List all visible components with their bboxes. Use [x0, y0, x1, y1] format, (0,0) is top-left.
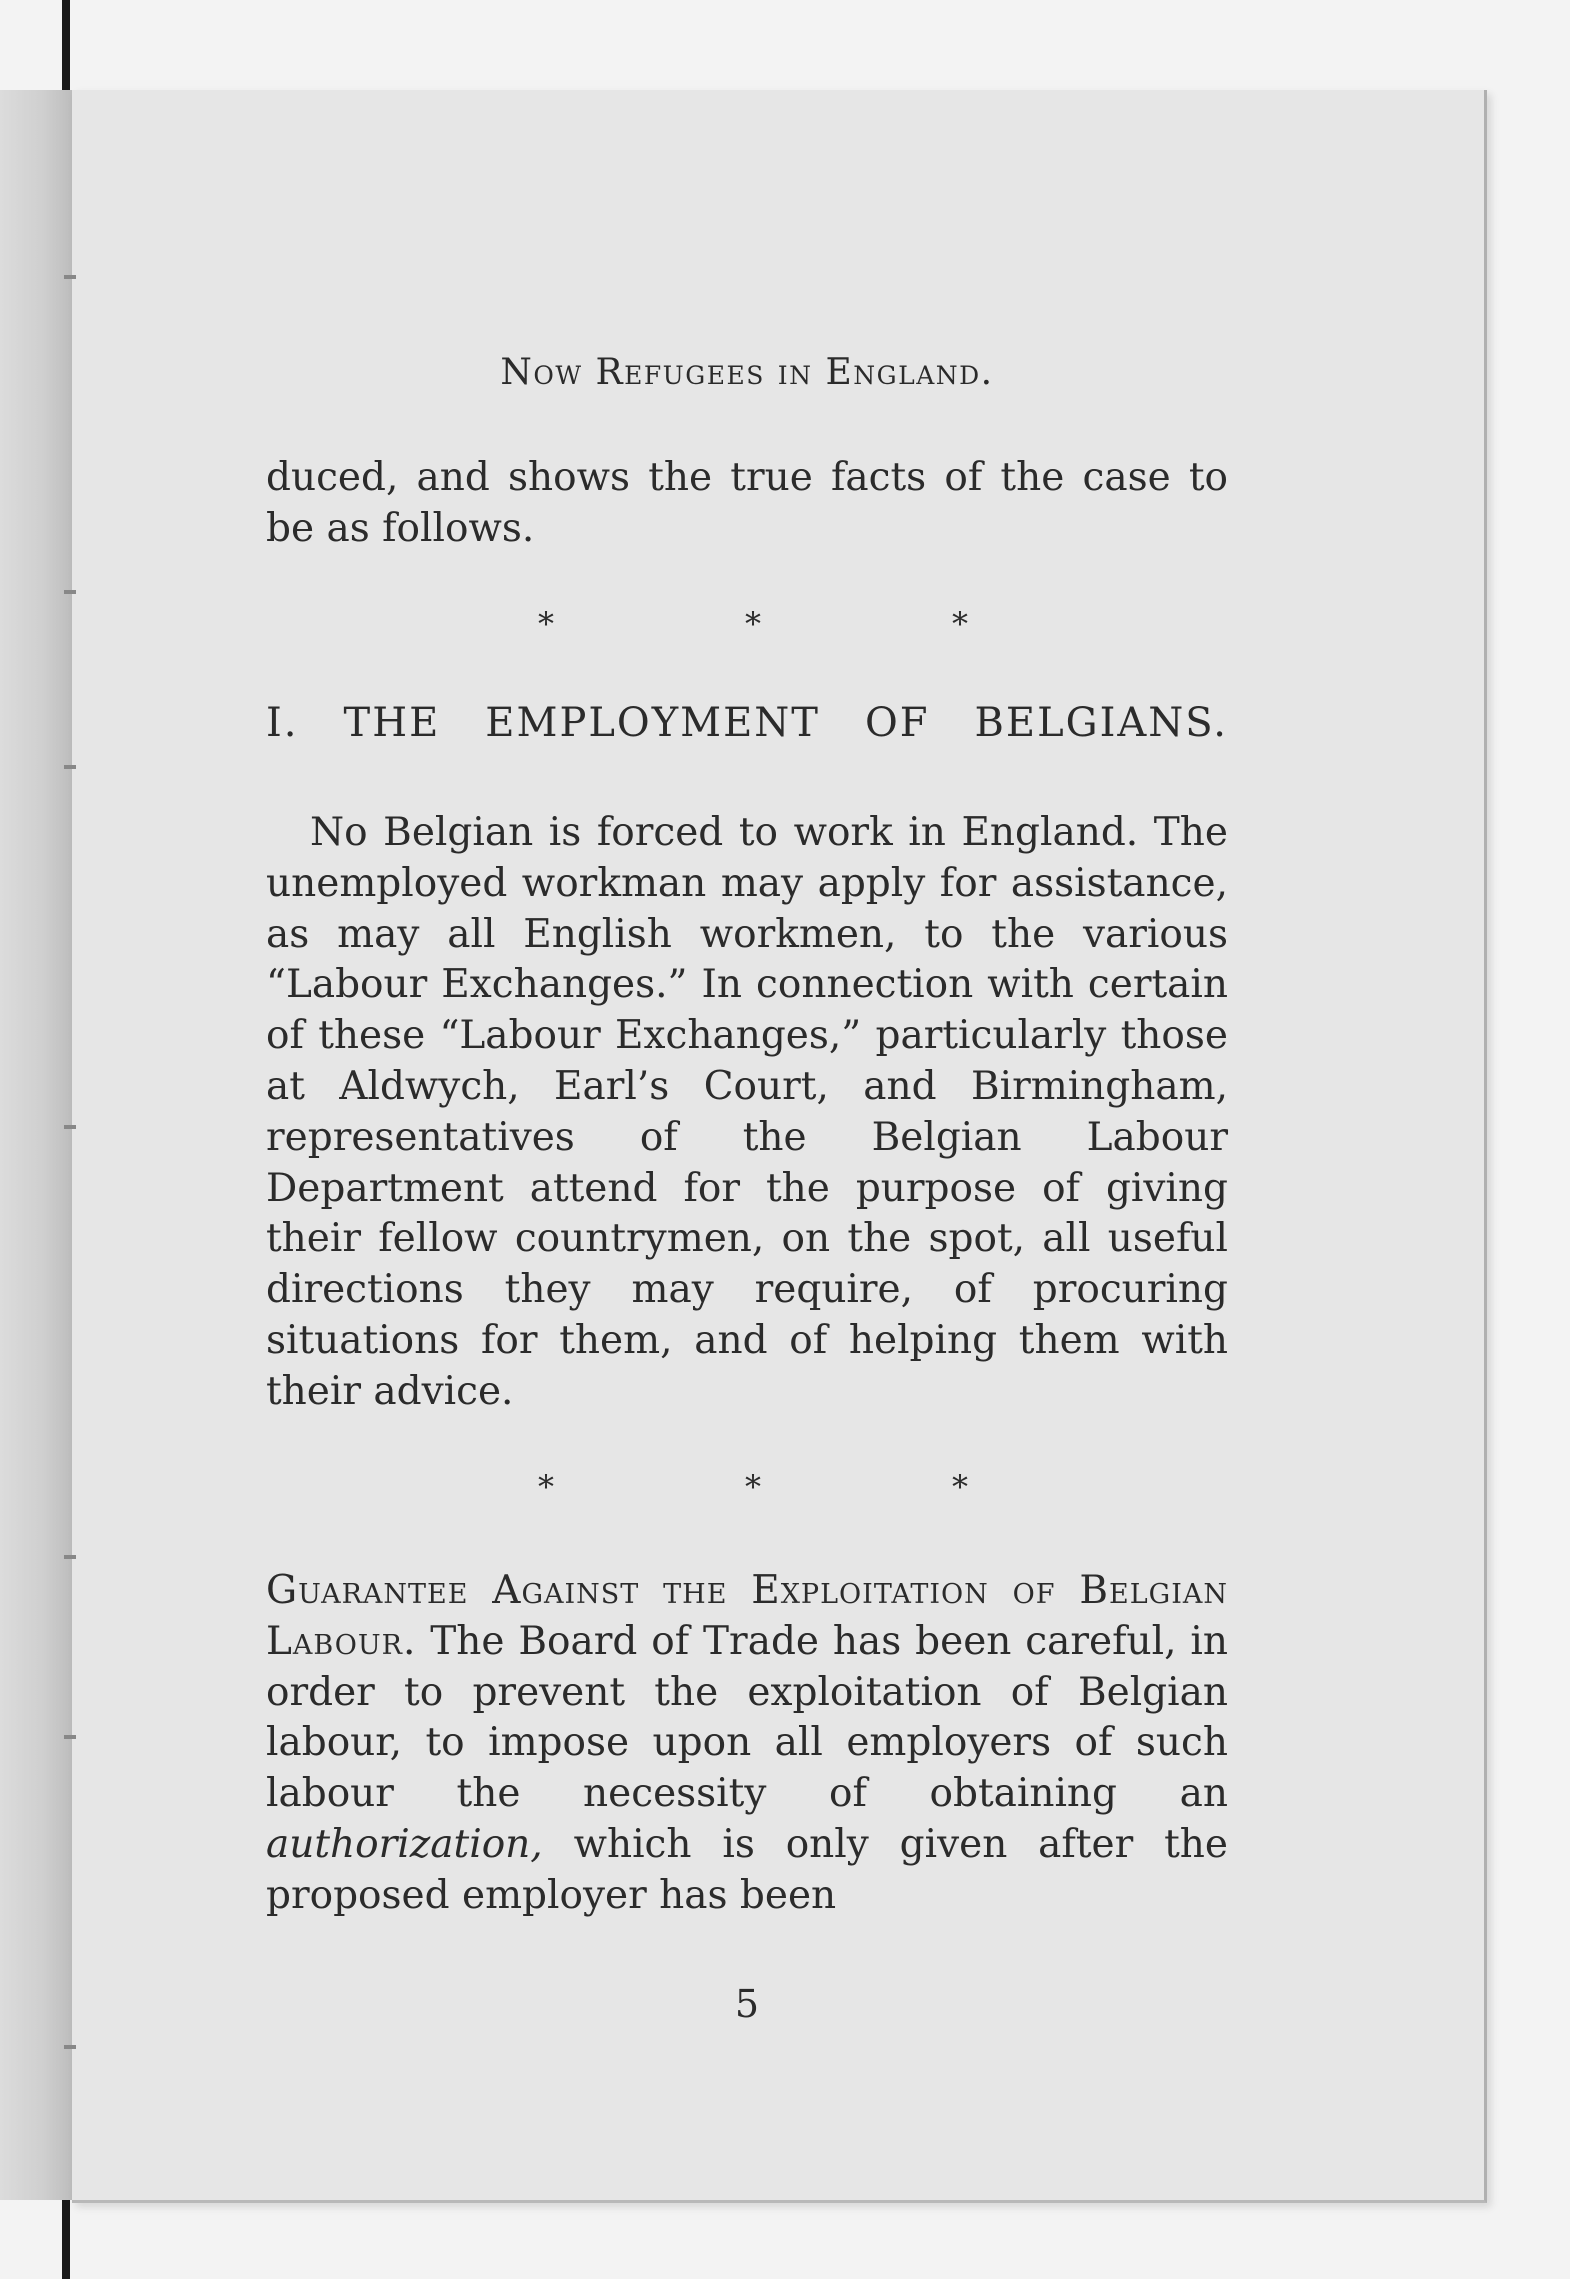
- stitch-mark: [64, 590, 76, 594]
- page-number: 5: [734, 1982, 760, 2026]
- section-break: [266, 605, 1228, 643]
- asterisk: *: [952, 605, 968, 643]
- stitch-mark: [64, 1735, 76, 1739]
- italic-term: authorization,: [266, 1821, 543, 1867]
- paragraph-text: The Board of Trade has been careful, in order to prevent the exploitation of Belgian labour, to impose upon all employers of such labour the necessity of obtaining an: [266, 1618, 1228, 1817]
- paragraph-employment: No Belgian is forced to work in England. The unemployed workman may apply for assistance, as may all English workmen, to the various “Labour Exchanges.” In connection with certain of these “Labour Exchanges,” particularly those at Aldwych, Earl’s Court, and Birmingham, representatives of the Belgian Labour Department attend for the purpose of giving their fellow countrymen, on the spot, all useful directions they may require, of procuring situations for them, and of helping them with their advice.: [266, 810, 1228, 1414]
- asterisk: *: [745, 605, 761, 643]
- stitch-mark: [64, 1555, 76, 1559]
- stitch-mark: [64, 765, 76, 769]
- asterisk: *: [745, 1468, 761, 1506]
- asterisk: *: [952, 1468, 968, 1506]
- asterisk: *: [538, 1468, 554, 1506]
- section-heading: I. THE EMPLOYMENT OF BELGIANS.: [266, 700, 1228, 746]
- paragraph-continued: duced, and shows the true facts of the case to be as follows.: [266, 455, 1228, 551]
- section-break: [266, 1468, 1228, 1506]
- run-in-heading: Guarantee Against the Exploitation of Belgian Labour.: [266, 1568, 1228, 1664]
- stitch-mark: [64, 275, 76, 279]
- stitch-mark: [64, 2045, 76, 2049]
- asterisk: *: [538, 605, 554, 643]
- paragraph-guarantee: [266, 1566, 1228, 1922]
- running-head: Now Refugees in England.: [500, 352, 994, 393]
- paragraph-text: which is only given after the proposed employer has been: [266, 1821, 1228, 1918]
- spine-top: [62, 0, 70, 90]
- stitch-mark: [64, 1125, 76, 1129]
- binding-edge: [0, 90, 72, 2200]
